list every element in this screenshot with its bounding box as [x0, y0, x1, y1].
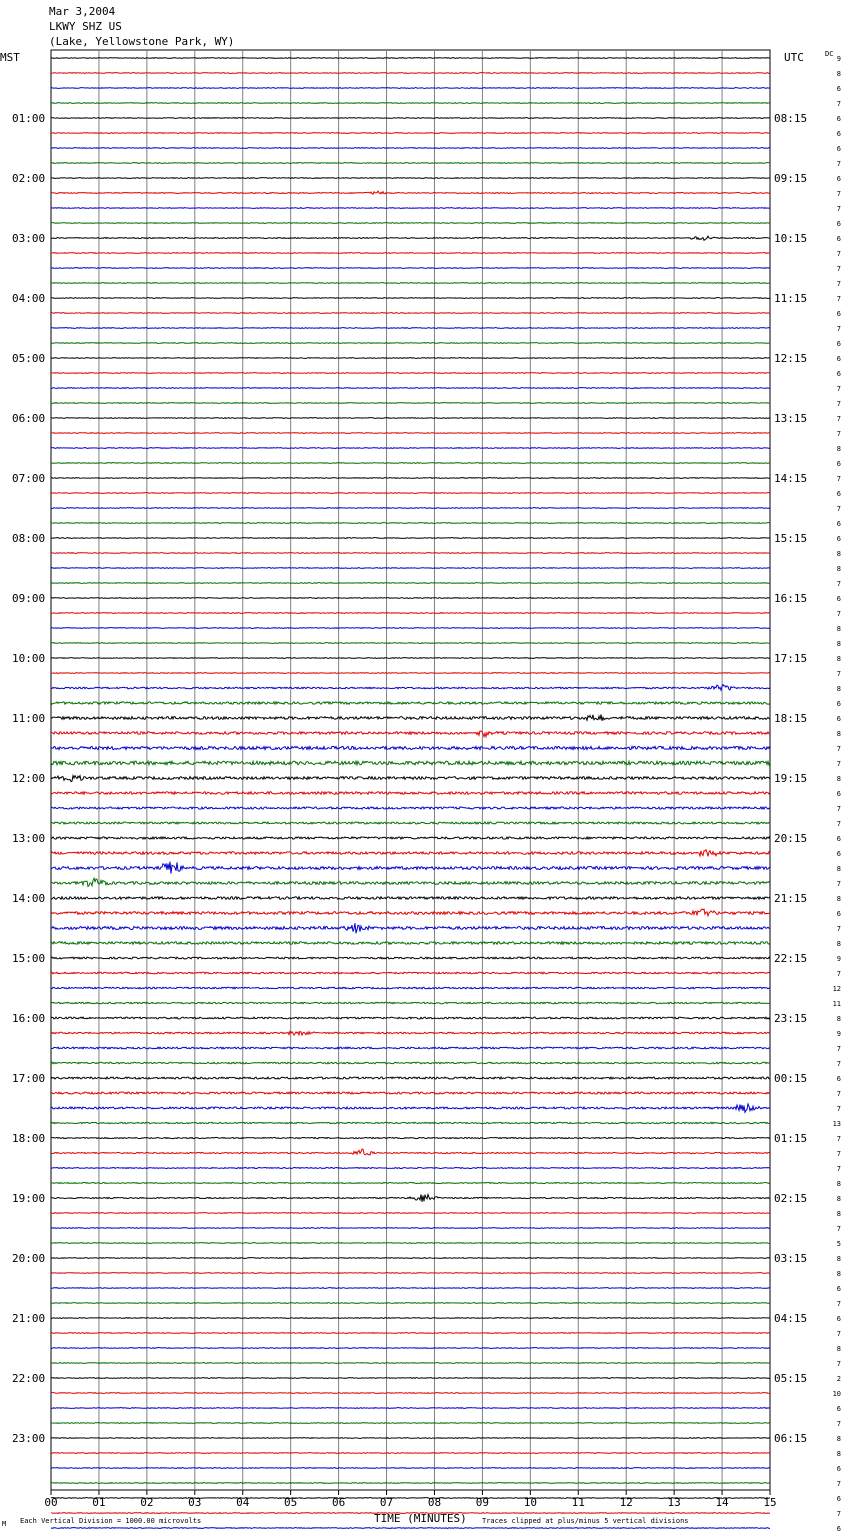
dc-offset-label: 6 [836, 220, 841, 228]
dc-offset-label: 7 [836, 880, 841, 888]
seismic-trace [51, 1483, 770, 1484]
mst-hour-label: 06:00 [12, 412, 46, 425]
dc-offset-label: 8 [836, 565, 841, 573]
seismic-trace [51, 1333, 770, 1334]
seismic-trace [51, 298, 770, 299]
seismic-trace [51, 1002, 770, 1004]
x-tick-label: 01 [92, 1496, 106, 1509]
mst-hour-label: 17:00 [12, 1072, 46, 1085]
seismic-trace [51, 862, 770, 874]
seismic-trace [51, 1213, 770, 1214]
utc-hour-label: 05:15 [774, 1372, 808, 1385]
dc-offset-label: 6 [836, 145, 841, 153]
seismic-trace [51, 613, 770, 614]
seismic-trace [51, 1423, 770, 1424]
mst-hour-label: 18:00 [12, 1132, 46, 1145]
seismic-trace [51, 1183, 770, 1184]
utc-hour-label: 02:15 [774, 1192, 808, 1205]
dc-offset-label: 6 [836, 130, 841, 138]
mst-hour-label: 05:00 [12, 352, 46, 365]
mst-hour-label: 02:00 [12, 172, 46, 185]
utc-hour-label: 13:15 [774, 412, 808, 425]
dc-offset-label: 7 [836, 1480, 841, 1488]
x-tick-label: 05 [284, 1496, 298, 1509]
dc-offset-label: 7 [836, 160, 841, 168]
utc-hour-label: 00:15 [774, 1072, 808, 1085]
seismic-trace [51, 909, 770, 916]
seismic-trace [51, 418, 770, 419]
dc-offset-label: 6 [836, 1315, 841, 1323]
utc-hour-label: 06:15 [774, 1432, 808, 1445]
seismic-trace [51, 448, 770, 449]
dc-offset-label: 8 [836, 640, 841, 648]
dc-offset-label: 8 [836, 1270, 841, 1278]
seismic-trace [51, 957, 770, 959]
dc-offset-label: 6 [836, 115, 841, 123]
dc-offset-label: 6 [836, 1525, 841, 1533]
x-tick-label: 00 [44, 1496, 58, 1509]
seismic-trace [51, 1243, 770, 1244]
x-tick-label: 06 [331, 1496, 346, 1509]
dc-offset-label: 12 [832, 985, 841, 993]
seismic-trace [51, 1468, 770, 1469]
seismic-trace [51, 553, 770, 554]
dc-offset-label: 6 [836, 340, 841, 348]
seismic-trace [51, 1168, 770, 1169]
dc-offset-label: 6 [836, 85, 841, 93]
seismic-trace [51, 493, 770, 494]
seismic-trace [51, 658, 770, 659]
seismic-trace [51, 568, 770, 569]
seismic-trace [51, 268, 770, 269]
utc-hour-label: 23:15 [774, 1012, 808, 1025]
utc-hour-label: 04:15 [774, 1312, 808, 1325]
dc-offset-label: 7 [836, 400, 841, 408]
seismic-trace [51, 208, 770, 209]
dc-offset-label: 7 [836, 1045, 841, 1053]
dc-label: DC [825, 50, 834, 58]
x-tick-label: 02 [140, 1496, 154, 1509]
seismic-trace [51, 628, 770, 629]
x-tick-label: 12 [619, 1496, 633, 1509]
seismic-trace [51, 148, 770, 149]
utc-hour-label: 10:15 [774, 232, 808, 245]
dc-offset-label: 7 [836, 745, 841, 753]
seismic-trace [51, 508, 770, 509]
seismic-trace [51, 1408, 770, 1409]
mst-hour-label: 11:00 [12, 712, 46, 725]
seismic-trace [51, 358, 770, 359]
dc-offset-label: 6 [836, 355, 841, 363]
dc-offset-label: 6 [836, 1075, 841, 1083]
dc-offset-label: 7 [836, 385, 841, 393]
clip-note: Traces clipped at plus/minus 5 vertical divisions [482, 1517, 689, 1525]
utc-hour-label: 17:15 [774, 652, 808, 665]
dc-offset-label: 7 [836, 670, 841, 678]
utc-hour-label: 01:15 [774, 1132, 808, 1145]
dc-offset-label: 8 [836, 730, 841, 738]
x-tick-label: 14 [715, 1496, 729, 1509]
dc-offset-label: 7 [836, 760, 841, 768]
mst-hour-label: 21:00 [12, 1312, 46, 1325]
seismic-trace [51, 643, 770, 644]
seismic-trace [51, 972, 770, 974]
dc-offset-label: 8 [836, 1345, 841, 1353]
dc-offset-label: 6 [836, 910, 841, 918]
seismic-trace [51, 73, 770, 74]
seismic-trace [51, 1378, 770, 1379]
dc-offset-label: 8 [836, 940, 841, 948]
dc-offset-label: 7 [836, 1300, 841, 1308]
seismic-trace [51, 746, 770, 749]
utc-label: UTC [784, 51, 804, 64]
mst-hour-label: 08:00 [12, 532, 46, 545]
seismic-trace [51, 897, 770, 900]
utc-hour-label: 03:15 [774, 1252, 808, 1265]
dc-offset-label: 8 [836, 865, 841, 873]
seismic-trace [51, 58, 770, 59]
utc-hour-label: 21:15 [774, 892, 808, 905]
seismic-trace [51, 1104, 770, 1112]
station-code: LKWY SHZ US [49, 20, 122, 33]
seismic-trace [51, 987, 770, 989]
seismic-trace [51, 1149, 770, 1155]
seismic-trace [51, 1288, 770, 1289]
dc-offset-label: 7 [836, 1150, 841, 1158]
x-tick-label: 10 [523, 1496, 537, 1509]
seismic-trace [51, 850, 770, 857]
x-tick-label: 11 [571, 1496, 585, 1509]
dc-offset-label: 7 [836, 1510, 841, 1518]
dc-offset-label: 6 [836, 850, 841, 858]
dc-offset-label: 7 [836, 1135, 841, 1143]
mst-hour-label: 13:00 [12, 832, 46, 845]
dc-offset-label: 7 [836, 475, 841, 483]
seismic-trace [51, 598, 770, 599]
dc-offset-label: 6 [836, 235, 841, 243]
seismic-trace [51, 236, 770, 240]
plot-grid [51, 50, 770, 1490]
plot-date: Mar 3,2004 [49, 5, 116, 18]
dc-offset-label: 8 [836, 70, 841, 78]
seismic-trace [51, 702, 770, 704]
dc-offset-label: 6 [836, 700, 841, 708]
dc-offset-label: 8 [836, 1210, 841, 1218]
dc-offset-label: 6 [836, 1465, 841, 1473]
dc-offset-label: 7 [836, 415, 841, 423]
x-tick-label: 08 [427, 1496, 442, 1509]
dc-offset-label: 7 [836, 1330, 841, 1338]
seismic-trace [51, 1528, 770, 1529]
utc-hour-label: 18:15 [774, 712, 808, 725]
seismic-trace [51, 1062, 770, 1064]
dc-offset-label: 7 [836, 190, 841, 198]
seismic-trace [51, 463, 770, 464]
dc-offset-label: 7 [836, 205, 841, 213]
seismic-trace [51, 538, 770, 539]
seismic-trace [51, 313, 770, 314]
utc-hour-label: 14:15 [774, 472, 808, 485]
dc-offset-label: 6 [836, 520, 841, 528]
dc-offset-label: 6 [836, 310, 841, 318]
seismic-trace [51, 191, 770, 194]
dc-offset-label: 9 [836, 55, 841, 63]
dc-offset-label: 6 [836, 595, 841, 603]
dc-offset-label: 6 [836, 370, 841, 378]
seismic-trace [51, 343, 770, 344]
utc-hour-label: 09:15 [774, 172, 808, 185]
seismic-trace [51, 1137, 770, 1138]
dc-offset-label: 8 [836, 1015, 841, 1023]
seismic-trace [51, 1194, 770, 1201]
x-tick-label: 09 [475, 1496, 490, 1509]
seismic-trace [51, 133, 770, 134]
utc-hour-label: 22:15 [774, 952, 808, 965]
mst-hour-label: 01:00 [12, 112, 46, 125]
station-location: (Lake, Yellowstone Park, WY) [49, 35, 235, 48]
dc-offset-label: 13 [832, 1120, 841, 1128]
seismic-trace [51, 792, 770, 795]
plot-frame [51, 50, 770, 1490]
mst-hour-label: 16:00 [12, 1012, 46, 1025]
x-tick-label: 13 [667, 1496, 681, 1509]
mst-hour-label: 15:00 [12, 952, 46, 965]
dc-offset-label: 8 [836, 550, 841, 558]
mst-hour-label: 07:00 [12, 472, 46, 485]
x-tick-label: 07 [379, 1496, 394, 1509]
dc-offset-label: 7 [836, 325, 841, 333]
dc-offset-label: 6 [836, 1495, 841, 1503]
seismic-trace [51, 1318, 770, 1319]
dc-offset-label: 7 [836, 925, 841, 933]
seismic-trace [51, 583, 770, 584]
dc-offset-label: 7 [836, 265, 841, 273]
seismic-trace [51, 103, 770, 104]
trace-group [51, 58, 770, 1534]
seismic-trace [51, 1303, 770, 1304]
seismic-trace [51, 1092, 770, 1094]
seismic-trace [51, 1363, 770, 1364]
dc-offset-label: 5 [836, 1240, 841, 1248]
dc-offset-label: 7 [836, 820, 841, 828]
mst-hour-label: 03:00 [12, 232, 46, 245]
label-group [12, 55, 841, 1534]
utc-hour-label: 11:15 [774, 292, 808, 305]
seismic-trace [51, 1122, 770, 1123]
dc-offset-label: 7 [836, 1165, 841, 1173]
dc-offset-label: 6 [836, 490, 841, 498]
dc-offset-label: 7 [836, 610, 841, 618]
dc-offset-label: 10 [832, 1390, 841, 1398]
dc-offset-label: 6 [836, 460, 841, 468]
seismic-trace [51, 761, 770, 765]
seismic-trace [51, 878, 770, 886]
dc-offset-label: 7 [836, 295, 841, 303]
dc-offset-label: 8 [836, 1195, 841, 1203]
dc-offset-label: 7 [836, 1060, 841, 1068]
dc-offset-label: 7 [836, 1090, 841, 1098]
dc-offset-label: 7 [836, 1105, 841, 1113]
seismic-trace [51, 373, 770, 374]
seismic-trace [51, 1393, 770, 1394]
dc-offset-label: 6 [836, 1405, 841, 1413]
dc-offset-label: 7 [836, 1225, 841, 1233]
seismic-trace [51, 837, 770, 839]
seismic-trace [51, 478, 770, 479]
seismic-trace [51, 523, 770, 524]
dc-offset-label: 8 [836, 655, 841, 663]
seismic-trace [51, 283, 770, 284]
dc-offset-label: 9 [836, 1030, 841, 1038]
dc-offset-label: 7 [836, 280, 841, 288]
dc-offset-label: 7 [836, 1420, 841, 1428]
seismic-trace [51, 1077, 770, 1079]
seismic-trace [51, 942, 770, 945]
dc-offset-label: 11 [832, 1000, 841, 1008]
dc-offset-label: 7 [836, 1360, 841, 1368]
dc-offset-label: 8 [836, 1255, 841, 1263]
seismic-trace [51, 223, 770, 224]
x-tick-label: 04 [236, 1496, 250, 1509]
corner-mark: M [2, 1520, 7, 1528]
dc-offset-label: 7 [836, 505, 841, 513]
dc-offset-label: 7 [836, 250, 841, 258]
seismic-trace [51, 388, 770, 389]
seismic-trace [51, 118, 770, 119]
mst-label: MST [0, 51, 20, 64]
x-axis-label: TIME (MINUTES) [374, 1512, 467, 1525]
dc-offset-label: 6 [836, 835, 841, 843]
utc-hour-label: 19:15 [774, 772, 808, 785]
dc-offset-label: 7 [836, 805, 841, 813]
dc-offset-label: 8 [836, 775, 841, 783]
dc-offset-label: 8 [836, 1450, 841, 1458]
scale-note: Each Vertical Division = 1000.00 microvolts [20, 1517, 202, 1525]
seismic-trace [51, 1031, 770, 1035]
utc-hour-label: 15:15 [774, 532, 808, 545]
seismic-trace [51, 1348, 770, 1349]
seismic-trace [51, 807, 770, 809]
dc-offset-label: 7 [836, 580, 841, 588]
dc-offset-label: 8 [836, 895, 841, 903]
seismic-trace [51, 685, 770, 691]
seismic-trace [51, 714, 770, 720]
utc-hour-label: 16:15 [774, 592, 808, 605]
seismic-trace [51, 673, 770, 674]
dc-offset-label: 6 [836, 175, 841, 183]
seismic-trace [51, 178, 770, 179]
seismic-trace [51, 923, 770, 933]
utc-hour-label: 08:15 [774, 112, 808, 125]
mst-hour-label: 19:00 [12, 1192, 46, 1205]
utc-hour-label: 12:15 [774, 352, 808, 365]
seismic-trace [51, 1438, 770, 1439]
dc-offset-label: 6 [836, 535, 841, 543]
dc-offset-label: 8 [836, 685, 841, 693]
seismic-trace [51, 1047, 770, 1049]
dc-offset-label: 2 [836, 1375, 841, 1383]
seismic-trace [51, 1453, 770, 1454]
seismic-trace [51, 328, 770, 329]
mst-hour-label: 09:00 [12, 592, 46, 605]
dc-offset-label: 7 [836, 430, 841, 438]
seismic-trace [51, 1228, 770, 1229]
dc-offset-label: 7 [836, 970, 841, 978]
seismic-trace [51, 253, 770, 254]
seismic-trace [51, 776, 770, 782]
x-tick-label: 15 [763, 1496, 777, 1509]
mst-hour-label: 14:00 [12, 892, 46, 905]
seismic-trace [51, 1273, 770, 1274]
mst-hour-label: 20:00 [12, 1252, 46, 1265]
seismic-trace [51, 1258, 770, 1259]
seismic-trace [51, 88, 770, 89]
mst-hour-label: 23:00 [12, 1432, 46, 1445]
seismic-trace [51, 403, 770, 404]
dc-offset-label: 8 [836, 1180, 841, 1188]
seismic-trace [51, 1498, 770, 1499]
dc-offset-label: 8 [836, 445, 841, 453]
seismic-trace [51, 163, 770, 164]
dc-offset-label: 7 [836, 100, 841, 108]
mst-hour-label: 10:00 [12, 652, 46, 665]
dc-offset-label: 6 [836, 790, 841, 798]
mst-hour-label: 12:00 [12, 772, 46, 785]
dc-offset-label: 9 [836, 955, 841, 963]
dc-offset-label: 8 [836, 625, 841, 633]
utc-hour-label: 20:15 [774, 832, 808, 845]
dc-offset-label: 6 [836, 1285, 841, 1293]
seismic-trace [51, 1017, 770, 1019]
seismic-trace [51, 822, 770, 824]
seismic-trace [51, 433, 770, 434]
mst-hour-label: 04:00 [12, 292, 46, 305]
x-tick-label: 03 [188, 1496, 202, 1509]
dc-offset-label: 6 [836, 715, 841, 723]
seismic-trace [51, 731, 770, 737]
dc-offset-label: 8 [836, 1435, 841, 1443]
mst-hour-label: 22:00 [12, 1372, 46, 1385]
